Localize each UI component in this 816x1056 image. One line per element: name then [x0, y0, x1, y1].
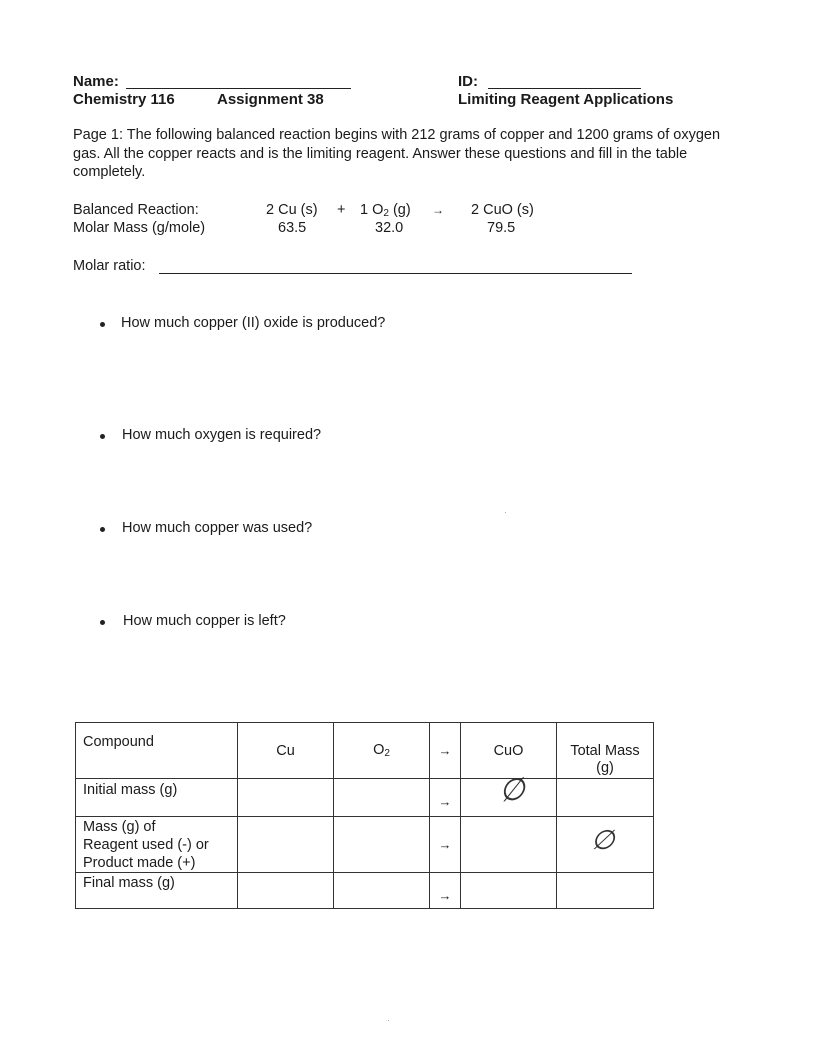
question-copper-used: How much copper was used?: [122, 520, 313, 536]
table-header-row: [76, 723, 654, 779]
cell-o2-final[interactable]: [334, 873, 430, 909]
reactant-copper: 2 Cu (s): [266, 202, 318, 218]
molar-mass-copper: 63.5: [278, 220, 307, 236]
header-o2: [334, 723, 430, 779]
header-total-mass: [557, 723, 654, 779]
id-blank-line[interactable]: [488, 88, 641, 89]
table-row: [76, 817, 654, 873]
reactant-oxygen-subscript: 2: [383, 208, 389, 219]
id-label: ID:: [458, 73, 478, 90]
cell-cuo-final[interactable]: [461, 873, 557, 909]
name-blank-line[interactable]: [126, 88, 351, 89]
arrow-icon: →: [438, 837, 452, 852]
cell-cuo-initial[interactable]: [461, 771, 557, 817]
header-total-mass-line1: Total Mass: [570, 742, 640, 759]
molar-mass-oxygen: 32.0: [375, 220, 404, 236]
plus-sign: +: [337, 202, 346, 218]
row-label-initial-mass: Initial mass (g): [76, 779, 238, 817]
product-copper-oxide: 2 CuO (s): [471, 202, 534, 218]
balanced-reaction-label: Balanced Reaction:: [73, 202, 199, 218]
question-oxygen-required: How much oxygen is required?: [122, 427, 322, 443]
header-o2-main: O: [373, 742, 385, 758]
reactant-oxygen: [360, 202, 411, 219]
cell-o2-change[interactable]: [334, 817, 430, 873]
header-arrow-icon: [430, 723, 461, 779]
handwritten-null-mark: ∅: [496, 771, 528, 810]
bullet-icon: [100, 527, 105, 532]
molar-mass-label: Molar Mass (g/mole): [73, 220, 206, 236]
cell-o2-initial[interactable]: [334, 779, 430, 817]
mass-table: [75, 722, 654, 909]
header-total-mass-line2: (g): [596, 759, 614, 776]
cell-cu-initial[interactable]: [238, 779, 334, 817]
reactant-oxygen-coef: 1 O: [360, 202, 384, 218]
header-cu: Cu: [238, 723, 334, 779]
assignment-title: Assignment 38: [217, 91, 324, 108]
arrow-icon: →: [438, 794, 452, 809]
table-row: [76, 873, 654, 909]
molar-ratio-blank-line[interactable]: [159, 273, 632, 274]
cell-cu-final[interactable]: [238, 873, 334, 909]
bullet-icon: [100, 434, 105, 439]
cell-arrow: [430, 873, 461, 909]
cell-arrow: [430, 817, 461, 873]
row-label-line1: Mass (g) of: [83, 819, 156, 835]
row-label-mass-change: [76, 817, 238, 873]
scan-speck: [388, 1020, 389, 1021]
question-copper-oxide-produced: How much copper (II) oxide is produced?: [121, 315, 386, 331]
cell-total-final[interactable]: [557, 873, 654, 909]
bullet-icon: [100, 322, 105, 327]
name-label: Name:: [73, 73, 119, 90]
arrow-icon: →: [438, 888, 452, 903]
header-compound: Compound: [76, 723, 238, 779]
cell-arrow: [430, 779, 461, 817]
header-cuo: CuO: [461, 723, 557, 779]
handwritten-null-mark: ∅: [591, 825, 615, 856]
arrow-icon: →: [438, 743, 452, 758]
molar-ratio-label: Molar ratio:: [73, 258, 146, 274]
cell-cuo-change[interactable]: [461, 817, 557, 873]
cell-total-change[interactable]: [557, 817, 654, 873]
reaction-arrow-icon: →: [432, 203, 444, 217]
course-title: Chemistry 116: [73, 91, 175, 108]
intro-paragraph: Page 1: The following balanced reaction begins with 212 grams of copper and 1200 grams of oxygen gas. All the copper reacts and is the limiting reagent. Answer these questions and fill in the table completely.: [73, 127, 721, 180]
topic-title: Limiting Reagent Applications: [458, 91, 674, 108]
header-o2-subscript: 2: [384, 748, 390, 759]
table-row: [76, 779, 654, 817]
cell-total-initial[interactable]: [557, 779, 654, 817]
scan-speck: [505, 512, 506, 513]
cell-cu-change[interactable]: [238, 817, 334, 873]
question-copper-left: How much copper is left?: [123, 613, 286, 629]
row-label-line2: Reagent used (-) or: [83, 837, 209, 853]
row-label-final-mass: Final mass (g): [76, 873, 238, 909]
reactant-oxygen-state: (g): [388, 202, 411, 218]
row-label-line3: Product made (+): [83, 855, 196, 871]
molar-mass-copper-oxide: 79.5: [487, 220, 516, 236]
bullet-icon: [100, 620, 105, 625]
